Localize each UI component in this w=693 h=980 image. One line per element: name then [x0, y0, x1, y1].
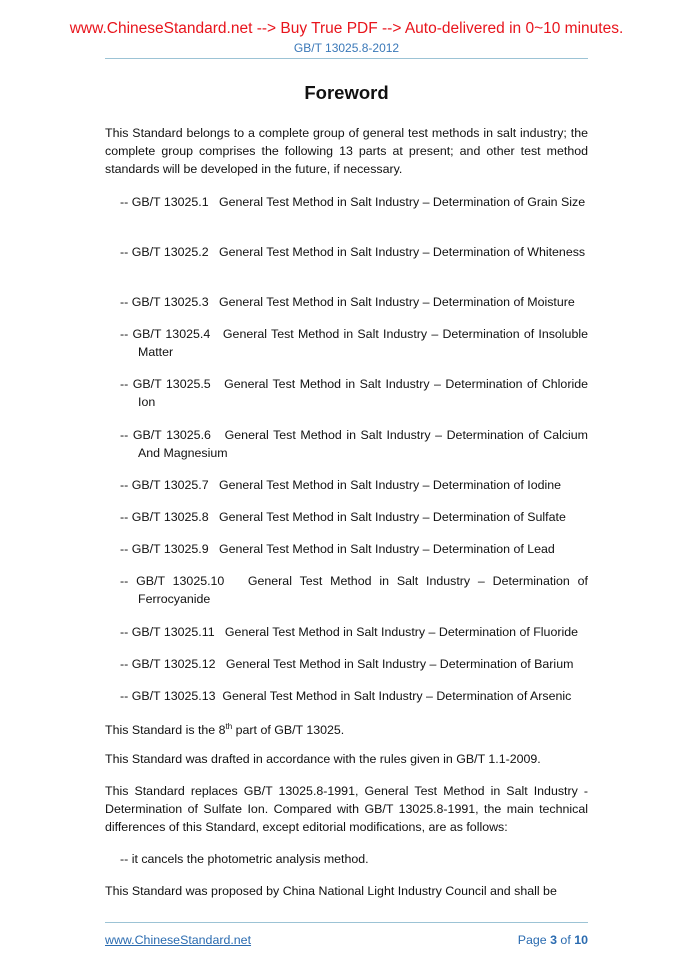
header-doc-code: GB/T 13025.8-2012: [293, 41, 400, 55]
page-title: Foreword: [304, 82, 389, 103]
page-word: Page: [517, 933, 551, 947]
part-item: -- GB/T 13025.5 General Test Method in Salt Industry – Determination of Chloride Ion: [120, 377, 588, 409]
current-page: 3: [550, 933, 557, 947]
total-pages: 10: [574, 933, 588, 947]
drafted-paragraph: This Standard was drafted in accordance with the rules given in GB/T 1.1-2009.: [105, 752, 541, 766]
part-item: -- GB/T 13025.7 General Test Method in Salt Industry – Determination of Iodine: [120, 478, 562, 492]
replaces-paragraph: This Standard replaces GB/T 13025.8-1991, General Test Method in Salt Industry - Determination of Sulfate Ion. Compared with GB/T 13025.8-1991, the main technical differences of this Standard, except editorial modifications, are as follows:: [105, 784, 588, 834]
part-item: -- GB/T 13025.8 General Test Method in Salt Industry – Determination of Sulfate: [120, 510, 566, 524]
page-number: [518, 933, 588, 947]
part-item: -- GB/T 13025.11 General Test Method in Salt Industry – Determination of Fluoride: [120, 625, 578, 639]
intro-paragraph: This Standard belongs to a complete group of general test methods in salt industry; the complete group comprises the following 13 parts at present; and other test method standards will be developed in the future, if necessary.: [105, 126, 588, 176]
part-item: -- GB/T 13025.4 General Test Method in Salt Industry – Determination of Insoluble Matter: [120, 327, 588, 359]
part-item: -- GB/T 13025.6 General Test Method in Salt Industry – Determination of Calcium And Magnesium: [120, 428, 588, 460]
proposed-paragraph: This Standard was proposed by China National Light Industry Council and shall be: [105, 884, 557, 898]
part-of-text: This Standard is the 8: [105, 723, 226, 738]
part-of-sup: th: [225, 722, 233, 731]
header-banner[interactable]: www.ChineseStandard.net --> Buy True PDF --> Auto-delivered in 0~10 minutes.: [69, 20, 624, 37]
part-item: -- GB/T 13025.10 General Test Method in Salt Industry – Determination of Ferrocyanide: [120, 574, 588, 606]
part-item: -- GB/T 13025.9 General Test Method in Salt Industry – Determination of Lead: [120, 542, 555, 556]
footer-link[interactable]: www.ChineseStandard.net: [105, 933, 252, 947]
of-word: of: [556, 933, 575, 947]
header-rule: [105, 58, 588, 59]
part-of-paragraph: [105, 718, 588, 739]
part-item: -- GB/T 13025.13 General Test Method in Salt Industry – Determination of Arsenic: [120, 689, 572, 703]
part-item: -- GB/T 13025.3 General Test Method in Salt Industry – Determination of Moisture: [120, 295, 575, 309]
part-of-text-end: part of GB/T 13025.: [232, 723, 345, 738]
footer-rule: [105, 922, 588, 923]
part-item: -- GB/T 13025.1 General Test Method in Salt Industry – Determination of Grain Size: [120, 195, 586, 209]
part-item: -- GB/T 13025.12 General Test Method in Salt Industry – Determination of Barium: [120, 657, 574, 671]
change-item: -- it cancels the photometric analysis method.: [120, 852, 369, 866]
part-item: -- GB/T 13025.2 General Test Method in Salt Industry – Determination of Whiteness: [120, 245, 586, 259]
